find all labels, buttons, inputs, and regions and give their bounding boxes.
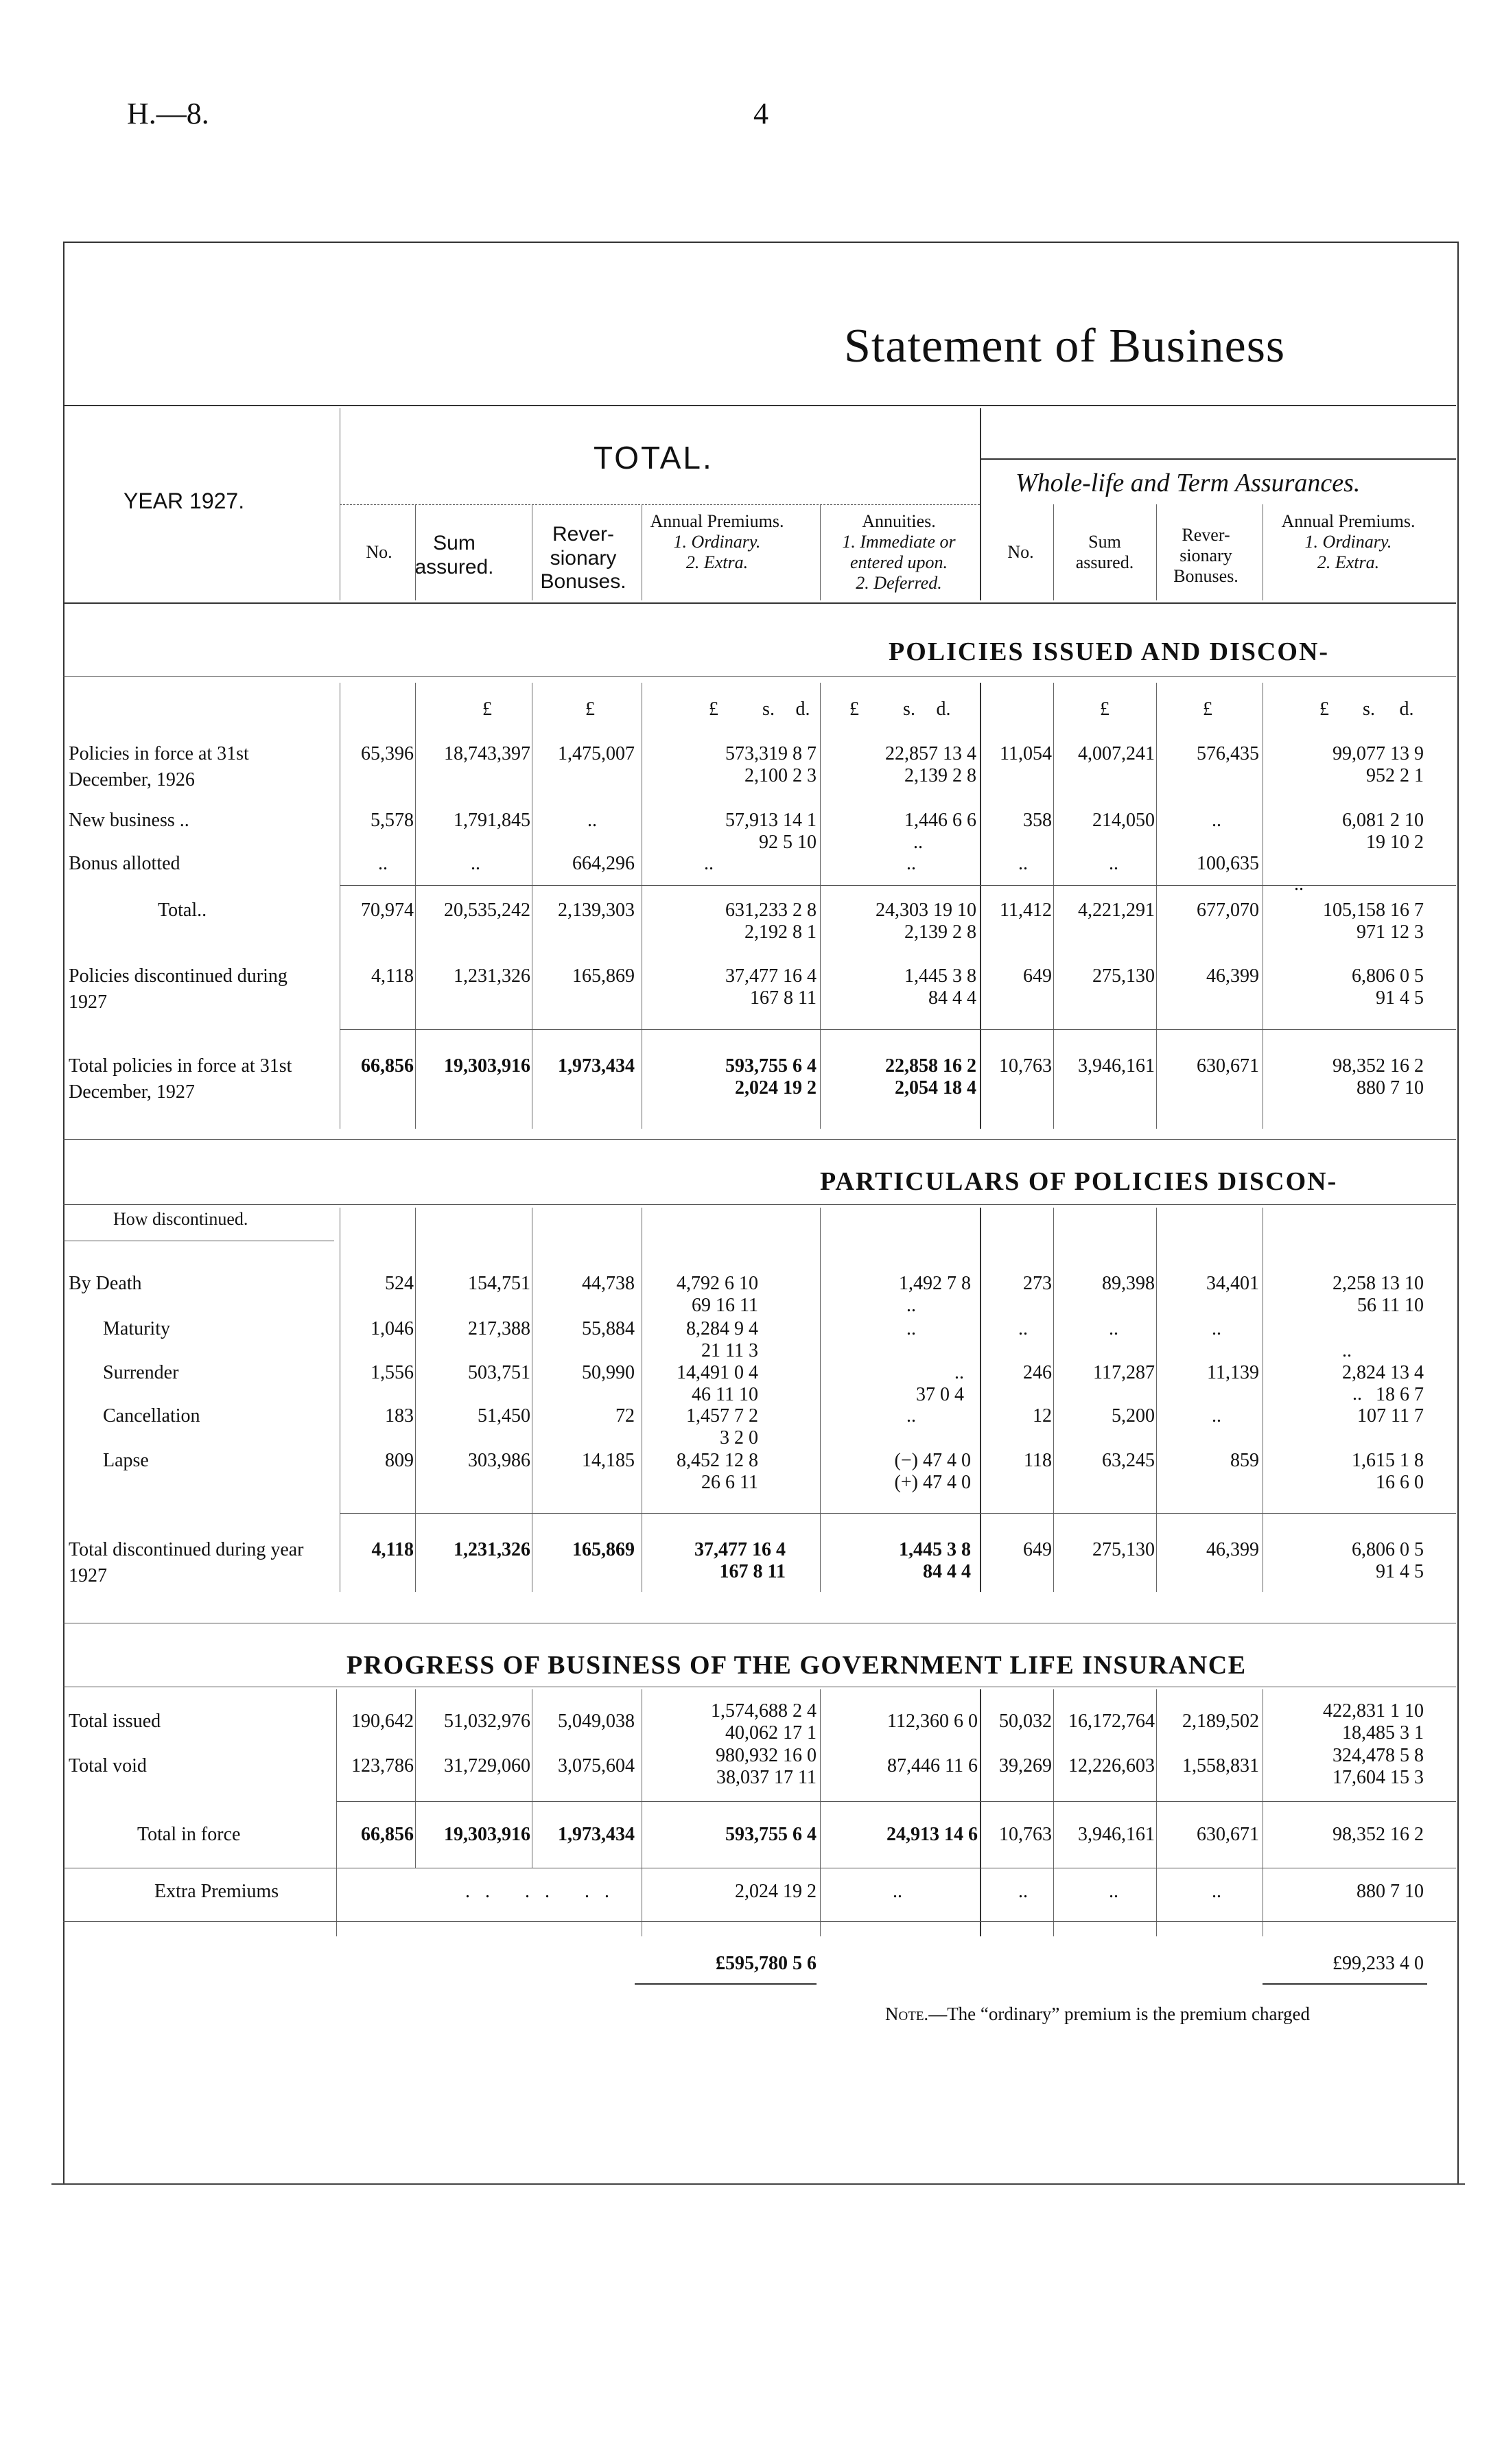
cell-ap1: 631,233 2 8 <box>725 900 817 921</box>
row-label: Policies in force at 31st December, 1926 <box>69 743 249 790</box>
cell-wl-no: 11,412 <box>1000 900 1052 921</box>
cell-wl-sum: 3,946,161 <box>1078 1824 1155 1845</box>
cell-ap1: 1,457 7 2 <box>686 1405 758 1427</box>
cell-wl-rev: .. <box>1212 810 1221 831</box>
cell-wl-rev: 34,401 <box>1206 1273 1259 1294</box>
cell-wl-rev: 630,671 <box>1197 1824 1259 1845</box>
cell-wl-no: 118 <box>1024 1450 1052 1471</box>
cell-rev: 3,075,604 <box>558 1755 635 1776</box>
col-wl-sum: Sum assured. <box>1075 532 1134 572</box>
cell-rev: 1,973,434 <box>558 1055 635 1077</box>
cell-an1: 22,857 13 4 <box>885 743 976 764</box>
cell-an: 87,446 11 6 <box>887 1755 978 1776</box>
cell-wl-sum: 275,130 <box>1092 1539 1155 1560</box>
cell-ap1: 37,477 16 4 <box>725 965 817 987</box>
cell-sum: 1,231,326 <box>454 965 530 987</box>
cell-wl-ap1: .. <box>1342 1340 1352 1361</box>
cell-ap2: 40,062 17 1 <box>725 1722 817 1744</box>
rule <box>63 1139 1456 1140</box>
cell-ap2: 92 5 10 <box>759 832 817 853</box>
cell-no: 524 <box>385 1273 414 1294</box>
cell-wl-sum: 12,226,603 <box>1068 1755 1155 1776</box>
cell-an2: 37 0 4 <box>916 1384 964 1405</box>
cell-an1: 1,492 7 8 <box>899 1273 971 1294</box>
cell-an: .. <box>893 1881 902 1902</box>
rule <box>340 1029 1456 1030</box>
cell-an2: .. <box>906 1295 916 1316</box>
cell-ap1: .. <box>704 853 714 874</box>
cell-no: 4,118 <box>371 965 414 987</box>
cell-ap: 2,024 19 2 <box>735 1881 817 1902</box>
column-divider <box>980 408 981 600</box>
cell-an1: 1,445 3 8 <box>904 965 976 987</box>
cell-an1: .. <box>906 1405 916 1427</box>
cell-ap1: 980,932 16 0 <box>716 1745 817 1766</box>
cell-ap2: 2,100 2 3 <box>744 765 817 786</box>
cell-an1: .. <box>906 1318 916 1339</box>
cell-wl-rev: 859 <box>1230 1450 1259 1471</box>
cell-sum: 1,791,845 <box>454 810 530 831</box>
page-number: 4 <box>753 97 768 130</box>
cell-wl-ap2: 91 4 5 <box>1376 1561 1424 1582</box>
cell-wl-rev: 46,399 <box>1206 965 1259 987</box>
cell-wl-sum: 4,007,241 <box>1078 743 1155 764</box>
cell-sum: 20,535,242 <box>444 900 530 921</box>
cell-wl-sum: 89,398 <box>1102 1273 1155 1294</box>
cell-an1: 1,446 6 6 <box>904 810 976 831</box>
cell-ap2: 26 6 11 <box>701 1472 758 1493</box>
cell-ap1: 57,913 14 1 <box>725 810 817 831</box>
cell-ap2: 38,037 17 11 <box>716 1767 817 1788</box>
unit-d: d. <box>795 699 810 720</box>
cell-wl-sum: .. <box>1109 1881 1118 1902</box>
cell-ap1: 14,491 0 4 <box>677 1362 758 1383</box>
cell-wl-sum: 3,946,161 <box>1078 1055 1155 1077</box>
cell-no: 4,118 <box>371 1539 414 1560</box>
cell-sum: 503,751 <box>468 1362 530 1383</box>
cell-wl-ap1: 6,081 2 10 <box>1342 810 1424 831</box>
cell-an2: (+) 47 4 0 <box>894 1472 971 1493</box>
unit-pound: £ <box>849 699 859 720</box>
rule <box>63 1921 1456 1922</box>
cell-wl-sum: 63,245 <box>1102 1450 1155 1471</box>
cell-ap1: 4,792 6 10 <box>677 1273 758 1294</box>
cell-rev: 72 <box>615 1405 635 1427</box>
rule <box>340 1513 1456 1514</box>
cell-wl-rev: 11,139 <box>1207 1362 1259 1383</box>
column-divider <box>1156 1208 1157 1592</box>
cell-wl-ap2: .. <box>1352 1383 1362 1405</box>
cell-an2: 2,054 18 4 <box>895 1077 976 1099</box>
cell-wl-no: 39,269 <box>999 1755 1052 1776</box>
row-label: Policies discontinued during 1927 <box>69 965 287 1013</box>
cell-rev: 44,738 <box>582 1273 635 1294</box>
cell-wl-rev: 1,558,831 <box>1182 1755 1259 1776</box>
col-ap <box>645 511 789 573</box>
col-an-title: Annuities. <box>862 511 936 531</box>
cell-wl-ap1: 324,478 5 8 <box>1332 1745 1424 1766</box>
cell-ap1: 1,574,688 2 4 <box>711 1700 817 1722</box>
footnote-prefix: Note. <box>885 2004 929 2024</box>
cell-wl-ap2: 16 6 0 <box>1376 1472 1424 1493</box>
cell-wl-ap2: 18 6 7 <box>1376 1384 1424 1405</box>
cell-no: 70,974 <box>361 900 414 921</box>
unit-s: s. <box>903 699 915 720</box>
cell-sum: 31,729,060 <box>444 1755 530 1776</box>
cell-wl-rev: 2,189,502 <box>1182 1711 1259 1732</box>
column-divider <box>1156 504 1157 600</box>
col-ap-2: 2. Extra. <box>685 552 749 572</box>
rule <box>340 504 980 505</box>
column-divider <box>1053 504 1054 600</box>
cell-wl-rev: 630,671 <box>1197 1055 1259 1077</box>
unit-pound: £ <box>709 699 718 720</box>
cell-wl-ap2: 880 7 10 <box>1357 1077 1424 1099</box>
cell-an1: .. <box>906 853 916 874</box>
column-divider <box>415 1208 416 1592</box>
cell-wl-no: 10,763 <box>999 1055 1052 1077</box>
cell-ap: £595,780 5 6 <box>716 1953 817 1974</box>
cell-no: 183 <box>385 1405 414 1427</box>
cell-ap2: 2,024 19 2 <box>735 1077 817 1099</box>
cell-wl-sum: 16,172,764 <box>1068 1711 1155 1732</box>
row-label: Total discontinued during year 1927 <box>69 1539 304 1586</box>
cell-wl-ap2: 971 12 3 <box>1357 922 1424 943</box>
rule <box>63 1204 1456 1205</box>
rule <box>980 458 1456 460</box>
cell-ap2: 167 8 11 <box>750 987 817 1009</box>
col-sum: Sum assured. <box>414 532 494 578</box>
cell-ap1: 8,284 9 4 <box>686 1318 758 1339</box>
cell-ap1: 573,319 8 7 <box>725 743 817 764</box>
cell-wl-ap1: 98,352 16 2 <box>1332 1055 1424 1077</box>
unit-pound: £ <box>585 699 595 720</box>
cell-sum: 19,303,916 <box>444 1055 530 1077</box>
row-label: Total.. <box>158 900 207 921</box>
cell-sum: 303,986 <box>468 1450 530 1471</box>
unit-s: s. <box>1363 699 1375 720</box>
cell-rev: 664,296 <box>572 853 635 874</box>
cell-wl-no: 10,763 <box>999 1824 1052 1845</box>
col-rev: Rever-sionary Bonuses. <box>540 523 626 593</box>
cell-sum: 154,751 <box>468 1273 530 1294</box>
unit-pound: £ <box>1203 699 1212 720</box>
cell-rev: 2,139,303 <box>558 900 635 921</box>
frame-bottom-rule <box>51 2183 1465 2185</box>
col-an-2: 2. Deferred. <box>856 572 942 593</box>
footnote-text: —The “ordinary” premium is the premium charged <box>928 2004 1311 2024</box>
rule <box>1263 1983 1427 1985</box>
col-wl-ap-1: 1. Ordinary. <box>1304 531 1392 552</box>
row-label: Total in force <box>137 1824 241 1845</box>
year-label: YEAR 1927. <box>124 489 245 513</box>
cell-an1: (−) 47 4 0 <box>894 1450 971 1471</box>
section-issued-heading: POLICIES ISSUED AND DISCON- <box>889 637 1330 666</box>
cell-ap1: 593,755 6 4 <box>725 1055 817 1077</box>
cell-wl-sum: 5,200 <box>1112 1405 1155 1427</box>
col-wl-no: No. <box>1007 542 1034 562</box>
cell-rev: 165,869 <box>572 1539 635 1560</box>
cell-wl-no: 246 <box>1023 1362 1052 1383</box>
row-label: Surrender <box>103 1362 179 1383</box>
cell-wl-rev: 46,399 <box>1206 1539 1259 1560</box>
cell-an1: 24,303 19 10 <box>876 900 976 921</box>
cell-wl-sum: .. <box>1109 853 1118 874</box>
cell-wl-ap: 880 7 10 <box>1357 1881 1424 1902</box>
cell-rev: 55,884 <box>582 1318 635 1339</box>
whole-life-label: Whole-life and Term Assurances. <box>1015 469 1361 497</box>
col-wl-ap-2: 2. Extra. <box>1317 552 1380 572</box>
cell-ap2: 3 2 0 <box>720 1427 758 1448</box>
cell-wl-ap1: 6,806 0 5 <box>1352 965 1424 987</box>
row-label: Bonus allotted <box>69 853 180 874</box>
cell-ap1: 8,452 12 8 <box>677 1450 758 1471</box>
cell-an2: 2,139 2 8 <box>904 765 976 786</box>
cell-sum: 51,032,976 <box>444 1711 530 1732</box>
column-divider <box>1053 1208 1054 1592</box>
cell-rev: 1,973,434 <box>558 1824 635 1845</box>
cell-rev: 165,869 <box>572 965 635 987</box>
cell-wl-rev: 677,070 <box>1197 900 1259 921</box>
cell-wl-ap2: 19 10 2 <box>1366 832 1424 853</box>
cell-wl-ap1: 2,824 13 4 <box>1342 1362 1424 1383</box>
cell-wl-ap2: 17,604 15 3 <box>1332 1767 1424 1788</box>
cell-wl-ap: £99,233 4 0 <box>1332 1953 1424 1974</box>
cell-wl-ap1: 6,806 0 5 <box>1352 1539 1424 1560</box>
cell-rev: 14,185 <box>582 1450 635 1471</box>
cell-ap2: 46 11 10 <box>692 1384 758 1405</box>
row-label: Lapse <box>103 1450 149 1471</box>
cell-ap2: 167 8 11 <box>719 1561 786 1582</box>
how-discontinued-label: How discontinued. <box>113 1209 248 1229</box>
cell-wl-no: 649 <box>1023 965 1052 987</box>
cell-wl-ap2: 56 11 10 <box>1357 1295 1424 1316</box>
column-divider <box>980 1208 981 1592</box>
cell-wl-ap2: 91 4 5 <box>1376 987 1424 1009</box>
cell-wl-rev: .. <box>1212 1405 1221 1427</box>
cell-ap2: 21 11 3 <box>701 1340 758 1361</box>
cell-wl-no: 273 <box>1023 1273 1052 1294</box>
cell-wl-ap1: 422,831 1 10 <box>1323 1700 1424 1722</box>
row-label: New business .. <box>69 810 189 831</box>
cell-wl-ap1: 105,158 16 7 <box>1323 900 1424 921</box>
rule <box>63 405 1456 406</box>
cell-wl-ap1: 107 11 7 <box>1357 1405 1424 1427</box>
cell-wl-rev: .. <box>1212 1881 1221 1902</box>
col-ap-title: Annual Premiums. <box>650 511 784 531</box>
cell-sum: 217,388 <box>468 1318 530 1339</box>
col-wl-ap <box>1269 511 1427 573</box>
cell-ap2: 69 16 11 <box>692 1295 758 1316</box>
cell-an2: 84 4 4 <box>923 1561 971 1582</box>
cell-ap2: 2,192 8 1 <box>744 922 817 943</box>
row-label: Total void <box>69 1755 147 1776</box>
cell-wl-rev: 100,635 <box>1197 853 1259 874</box>
column-divider <box>820 504 821 600</box>
unit-s: s. <box>762 699 775 720</box>
row-label: Maturity <box>103 1318 170 1339</box>
cell-wl-ap1: 2,258 13 10 <box>1332 1273 1424 1294</box>
rule <box>336 1801 1456 1802</box>
footnote <box>885 2004 1310 2025</box>
row-label: Total policies in force at 31st December, 1927 <box>69 1055 292 1103</box>
cell-an1: .. <box>954 1362 964 1383</box>
cell-dots: .. .. .. <box>465 1881 624 1902</box>
row-label: Extra Premiums <box>154 1881 279 1902</box>
cell-ap1: 37,477 16 4 <box>694 1539 786 1560</box>
page-ref: H.—8. <box>127 97 209 130</box>
cell-an2: .. <box>913 832 923 853</box>
cell-rev: 50,990 <box>582 1362 635 1383</box>
cell-no: 5,578 <box>371 810 414 831</box>
cell-wl-sum: 214,050 <box>1092 810 1155 831</box>
cell-an2: 84 4 4 <box>928 987 976 1009</box>
cell-sum: 19,303,916 <box>444 1824 530 1845</box>
cell-wl-ap1: 99,077 13 9 <box>1332 743 1424 764</box>
cell-wl-rev: 576,435 <box>1197 743 1259 764</box>
cell-wl-sum: 275,130 <box>1092 965 1155 987</box>
col-no: No. <box>366 542 392 562</box>
cell-no: 1,046 <box>371 1318 414 1339</box>
cell-rev: 5,049,038 <box>558 1711 635 1732</box>
cell-no: 1,556 <box>371 1362 414 1383</box>
cell-ap: 593,755 6 4 <box>725 1824 817 1845</box>
unit-pound: £ <box>1319 699 1329 720</box>
row-label: By Death <box>69 1273 142 1294</box>
cell-no: 66,856 <box>361 1055 414 1077</box>
rule <box>635 1983 817 1985</box>
cell-wl-ap2: 18,485 3 1 <box>1342 1722 1424 1744</box>
col-wl-ap-title: Annual Premiums. <box>1281 511 1416 531</box>
cell-no: 190,642 <box>351 1711 414 1732</box>
cell-wl-ap2: 952 2 1 <box>1366 765 1424 786</box>
rule <box>63 602 1456 604</box>
column-divider <box>415 504 416 600</box>
cell-wl-no: .. <box>1018 1318 1028 1339</box>
row-label: Total issued <box>69 1711 161 1732</box>
cell-no: .. <box>378 853 388 874</box>
cell-no: 123,786 <box>351 1755 414 1776</box>
cell-wl-no: .. <box>1018 853 1028 874</box>
cell-wl-ap1: 1,615 1 8 <box>1352 1450 1424 1471</box>
cell-wl-sum: 4,221,291 <box>1078 900 1155 921</box>
cell-no: 809 <box>385 1450 414 1471</box>
col-ap-1: 1. Ordinary. <box>673 531 761 552</box>
cell-sum: 1,231,326 <box>454 1539 530 1560</box>
cell-an: 112,360 6 0 <box>887 1711 978 1732</box>
cell-wl-no: 358 <box>1023 810 1052 831</box>
cell-wl-no: 12 <box>1033 1405 1052 1427</box>
cell-no: 66,856 <box>361 1824 414 1845</box>
cell-wl-no: 11,054 <box>1000 743 1052 764</box>
cell-wl-no: 649 <box>1023 1539 1052 1560</box>
section-particulars-heading: PARTICULARS OF POLICIES DISCON- <box>820 1167 1338 1196</box>
row-label: Cancellation <box>103 1405 200 1427</box>
unit-pound: £ <box>1100 699 1110 720</box>
cell-wl-sum: .. <box>1109 1318 1118 1339</box>
cell-wl-sum: 117,287 <box>1093 1362 1155 1383</box>
cell-an1: 22,858 16 2 <box>885 1055 976 1077</box>
cell-sum: 18,743,397 <box>444 743 530 764</box>
unit-d: d. <box>936 699 951 720</box>
cell-wl-ap1: .. <box>1294 873 1304 895</box>
unit-d: d. <box>1399 699 1414 720</box>
cell-an1: 1,445 3 8 <box>899 1539 971 1560</box>
cell-rev: .. <box>587 810 597 831</box>
col-an-1: 1. Immediate or entered upon. <box>842 531 956 572</box>
col-wl-rev: Rever-sionary Bonuses. <box>1173 525 1238 586</box>
section-progress-heading: PROGRESS OF BUSINESS OF THE GOVERNMENT LIFE INSURANCE <box>347 1651 1247 1680</box>
cell-rev: 1,475,007 <box>558 743 635 764</box>
cell-sum: .. <box>471 853 480 874</box>
cell-no: 65,396 <box>361 743 414 764</box>
cell-wl-ap: 98,352 16 2 <box>1332 1824 1424 1845</box>
rule <box>63 676 1456 677</box>
total-label: TOTAL. <box>594 440 714 476</box>
cell-wl-no: .. <box>1018 1881 1028 1902</box>
cell-an: 24,913 14 6 <box>887 1824 978 1845</box>
unit-pound: £ <box>482 699 492 720</box>
col-an <box>820 511 978 594</box>
page-title: Statement of Business <box>844 320 1286 373</box>
rule <box>340 885 1456 886</box>
cell-sum: 51,450 <box>478 1405 530 1427</box>
cell-wl-no: 50,032 <box>999 1711 1052 1732</box>
cell-an2: 2,139 2 8 <box>904 922 976 943</box>
cell-wl-rev: .. <box>1212 1318 1221 1339</box>
